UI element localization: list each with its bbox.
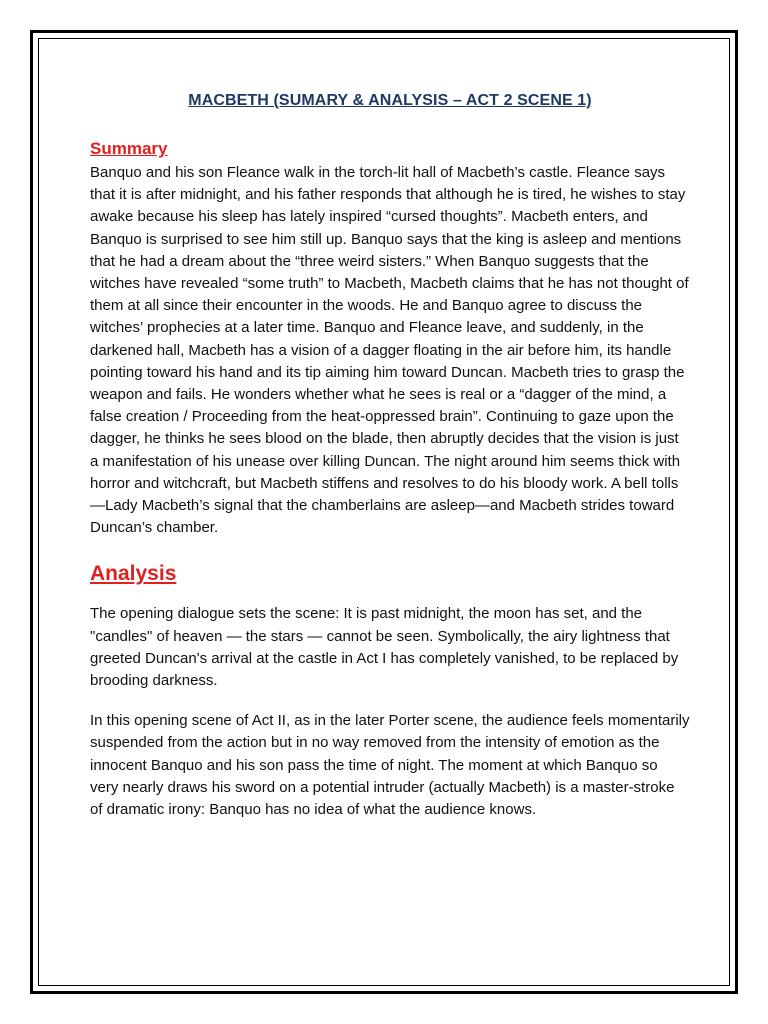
analysis-paragraph-2: In this opening scene of Act II, as in the later Porter scene, the audience feels momentarily suspended from the action but in no way removed from the intensity of emotion as the innocent Banquo and his son pass the time of night. The moment at which Banquo so very nearly draws his sword on a potential intruder (actually Macbeth) is a master-stroke of dramatic irony: Banquo has no idea of what the audience knows.: [90, 712, 690, 819]
document-title: MACBETH (SUMARY & ANALYSIS – ACT 2 SCENE 1): [188, 92, 592, 109]
document-body: [90, 92, 690, 821]
summary-paragraph: Banquo and his son Fleance walk in the torch-lit hall of Macbeth’s castle. Fleance says that it is after midnight, and his father responds that although he is tired, he wishes to stay awake because his sleep has lately inspired “cursed thoughts”. Macbeth enters, and Banquo is surprised to see him still up. Banquo says that the king is asleep and mentions that he had a dream about the “three weird sisters.” When Banquo suggests that the witches have revealed “some truth” to Macbeth, Macbeth claims that he has not thought of them at all since their encounter in the woods. He and Banquo agree to discuss the witches’ prophecies at a later time. Banquo and Fleance leave, and suddenly, in the darkened hall, Macbeth has a vision of a dagger floating in the air before him, its handle pointing toward his hand and its tip aiming him toward Duncan. Macbeth tries to grasp the weapon and fails. He wonders whether what he sees is real or a “dagger of the mind, a false creation / Proceeding from the heat-oppressed brain”. Continuing to gaze upon the dagger, he thinks he sees blood on the blade, then abruptly decides that the vision is just a manifestation of his unease over killing Duncan. The night around him seems thick with horror and witchcraft, but Macbeth stiffens and resolves to do his bloody work. A bell tolls—Lady Macbeth’s signal that the chamberlains are asleep—and Macbeth strides toward Duncan’s chamber.: [90, 164, 689, 537]
summary-heading: Summary: [90, 139, 168, 158]
analysis-paragraph-1: The opening dialogue sets the scene: It is past midnight, the moon has set, and the "candles" of heaven — the stars — cannot be seen. Symbolically, the airy lightness that greeted Duncan's arrival at the castle in Act I has completely vanished, to be replaced by brooding darkness.: [90, 605, 679, 690]
analysis-heading: Analysis: [90, 562, 177, 586]
